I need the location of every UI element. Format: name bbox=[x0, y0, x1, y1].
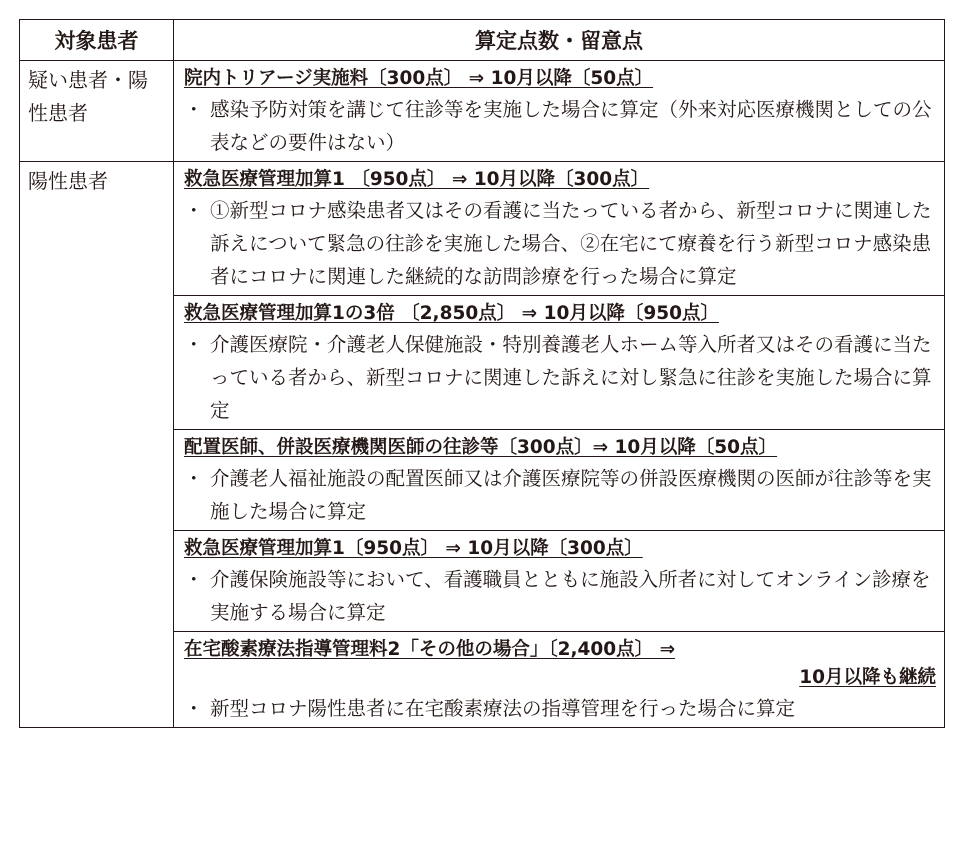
fee-cell bbox=[174, 531, 945, 632]
bullet: ・ bbox=[184, 568, 204, 591]
header-row bbox=[20, 20, 945, 61]
fee-cell bbox=[174, 61, 945, 162]
fee-table bbox=[19, 19, 945, 728]
fee-heading: 院内トリアージ実施料〔300点〕 ⇒ 10月以降〔50点〕 bbox=[184, 68, 654, 89]
fee-note-text: 介護老人福祉施設の配置医師又は介護医療院等の併設医療機関の医師が往診等を実施した場合に算定 bbox=[210, 467, 932, 523]
fee-heading-continued: 10月以降も継続 bbox=[799, 667, 936, 688]
fee-heading: 在宅酸素療法指導管理料2「その他の場合」〔2,400点〕 ⇒ bbox=[184, 639, 676, 660]
fee-note bbox=[184, 93, 938, 159]
fee-cell bbox=[174, 162, 945, 296]
header-fee: 算定点数・留意点 bbox=[174, 20, 945, 61]
bullet: ・ bbox=[184, 199, 204, 222]
bullet: ・ bbox=[184, 333, 204, 356]
fee-note bbox=[184, 462, 938, 528]
patient-label: 陽性患者 bbox=[20, 162, 174, 728]
table-row bbox=[20, 162, 945, 296]
bullet: ・ bbox=[184, 98, 204, 121]
fee-heading: 救急医療管理加算1 〔950点〕 ⇒ 10月以降〔300点〕 bbox=[184, 169, 650, 190]
fee-heading: 救急医療管理加算1の3倍 〔2,850点〕 ⇒ 10月以降〔950点〕 bbox=[184, 303, 719, 324]
patient-label: 疑い患者・陽性患者 bbox=[20, 61, 174, 162]
fee-note-text: 介護保険施設等において、看護職員とともに施設入所者に対してオンライン診療を実施する場合に算定 bbox=[210, 568, 931, 624]
fee-cell bbox=[174, 296, 945, 430]
fee-cell bbox=[174, 632, 945, 728]
fee-heading: 配置医師、併設医療機関医師の往診等〔300点〕⇒ 10月以降〔50点〕 bbox=[184, 437, 778, 458]
bullet: ・ bbox=[184, 697, 204, 720]
fee-note bbox=[184, 692, 938, 725]
fee-note bbox=[184, 328, 938, 427]
fee-note-text: 新型コロナ陽性患者に在宅酸素療法の指導管理を行った場合に算定 bbox=[210, 697, 796, 720]
fee-note-text: 介護医療院・介護老人保健施設・特別養護老人ホーム等入所者又はその看護に当たっている者から、新型コロナに関連した訴えに対し緊急に往診を実施した場合に算定 bbox=[210, 333, 932, 422]
fee-note bbox=[184, 194, 938, 293]
fee-note bbox=[184, 563, 938, 629]
fee-heading: 救急医療管理加算1〔950点〕 ⇒ 10月以降〔300点〕 bbox=[184, 538, 643, 559]
bullet: ・ bbox=[184, 467, 204, 490]
fee-cell bbox=[174, 430, 945, 531]
fee-note-text: ①新型コロナ感染患者又はその看護に当たっている者から、新型コロナに関連した訴えについて緊急の往診を実施した場合、②在宅にて療養を行う新型コロナ感染患者にコロナに関連した継続的な訪問診療を行った場合に算定 bbox=[210, 199, 932, 288]
fee-note-text: 感染予防対策を講じて往診等を実施した場合に算定（外来対応医療機関としての公表などの要件はない） bbox=[210, 98, 932, 154]
fee-table-wrapper bbox=[19, 19, 944, 728]
table-row bbox=[20, 61, 945, 162]
header-patient: 対象患者 bbox=[20, 20, 174, 61]
